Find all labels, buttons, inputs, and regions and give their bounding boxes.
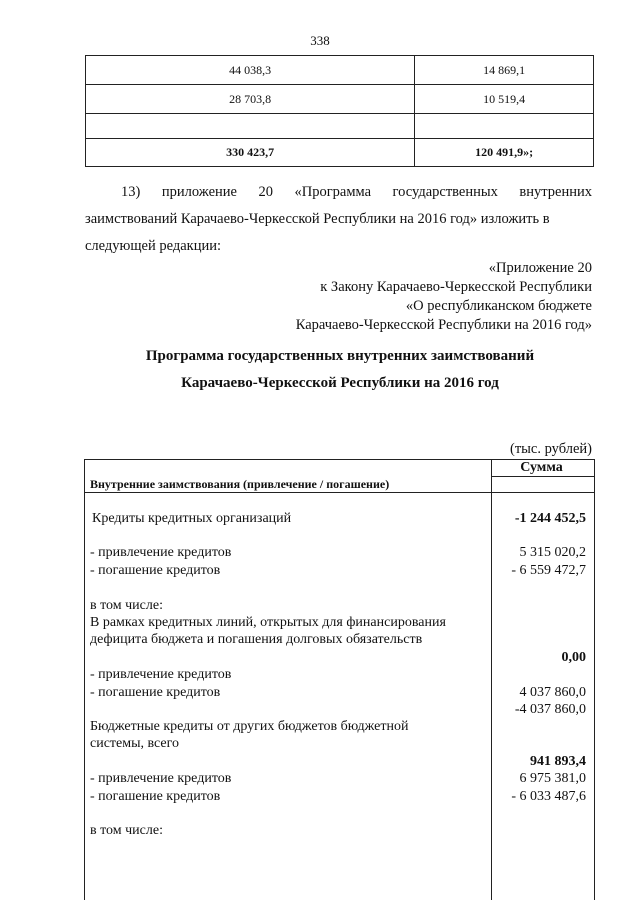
units-label: (тыс. рублей) — [510, 441, 592, 457]
table-row — [86, 114, 594, 139]
row-value: 4 037 860,0 — [519, 685, 586, 700]
row-label: - погашение кредитов — [90, 563, 221, 578]
row-label: в том числе: — [90, 823, 163, 838]
total-cell: 330 423,7 — [86, 139, 415, 167]
row-label: В рамках кредитных линий, открытых для финансирования — [90, 615, 446, 630]
row-value: -1 244 452,5 — [514, 511, 586, 526]
continuation-table — [85, 55, 594, 167]
document-subtitle: Карачаево-Черкесской Республики на 2016 год — [181, 375, 499, 391]
table-row — [86, 56, 594, 85]
paragraph-line: следующей редакции: — [85, 238, 222, 254]
row-label: - погашение кредитов — [90, 685, 221, 700]
row-value: - 6 559 472,7 — [511, 563, 586, 578]
row-label: - привлечение кредитов — [90, 771, 232, 786]
section-header: Внутренние заимствования (привлечение / погашение) — [90, 477, 390, 491]
row-value: 5 315 020,2 — [519, 545, 586, 560]
appendix-line: «Приложение 20 — [488, 260, 592, 276]
total-cell: 120 491,9»; — [415, 139, 594, 167]
paragraph-line: 13) приложение 20 «Программа государственных внутренних — [121, 184, 592, 200]
document-title: Программа государственных внутренних заимствований — [145, 348, 535, 364]
table-cell: 44 038,3 — [86, 56, 415, 85]
row-label: Бюджетные кредиты от других бюджетов бюджетной — [90, 719, 409, 734]
table-cell — [86, 114, 415, 139]
table-cell: 28 703,8 — [86, 85, 415, 114]
row-label: - привлечение кредитов — [90, 545, 232, 560]
header-divider — [491, 476, 594, 477]
row-value: 941 893,4 — [530, 754, 586, 769]
row-value: 6 975 381,0 — [519, 771, 586, 786]
page-number: 338 — [310, 33, 330, 48]
row-label: - погашение кредитов — [90, 789, 221, 804]
row-value: 0,00 — [561, 650, 586, 665]
table-cell: 10 519,4 — [415, 85, 594, 114]
appendix-heading — [270, 259, 592, 335]
row-label: Кредиты кредитных организаций — [92, 511, 292, 526]
row-value: - 6 033 487,6 — [511, 789, 586, 804]
total-row — [86, 139, 594, 167]
table-cell: 14 869,1 — [415, 56, 594, 85]
row-label: в том числе: — [90, 598, 163, 613]
appendix-line: «О республиканском бюджете — [405, 298, 592, 314]
row-value: -4 037 860,0 — [514, 702, 586, 717]
table-cell — [415, 114, 594, 139]
table-row — [86, 85, 594, 114]
appendix-line: к Закону Карачаево-Черкесской Республики — [320, 279, 592, 295]
row-label: - привлечение кредитов — [90, 667, 232, 682]
row-label: системы, всего — [90, 736, 180, 751]
sum-column-header: Сумма — [520, 460, 563, 475]
appendix-line: Карачаево-Черкесской Республики на 2016 год» — [295, 317, 592, 333]
row-label: дефицита бюджета и погашения долговых обязательств — [90, 632, 423, 647]
paragraph-line: заимствований Карачаево-Черкесской Республики на 2016 год» изложить в — [85, 211, 550, 227]
